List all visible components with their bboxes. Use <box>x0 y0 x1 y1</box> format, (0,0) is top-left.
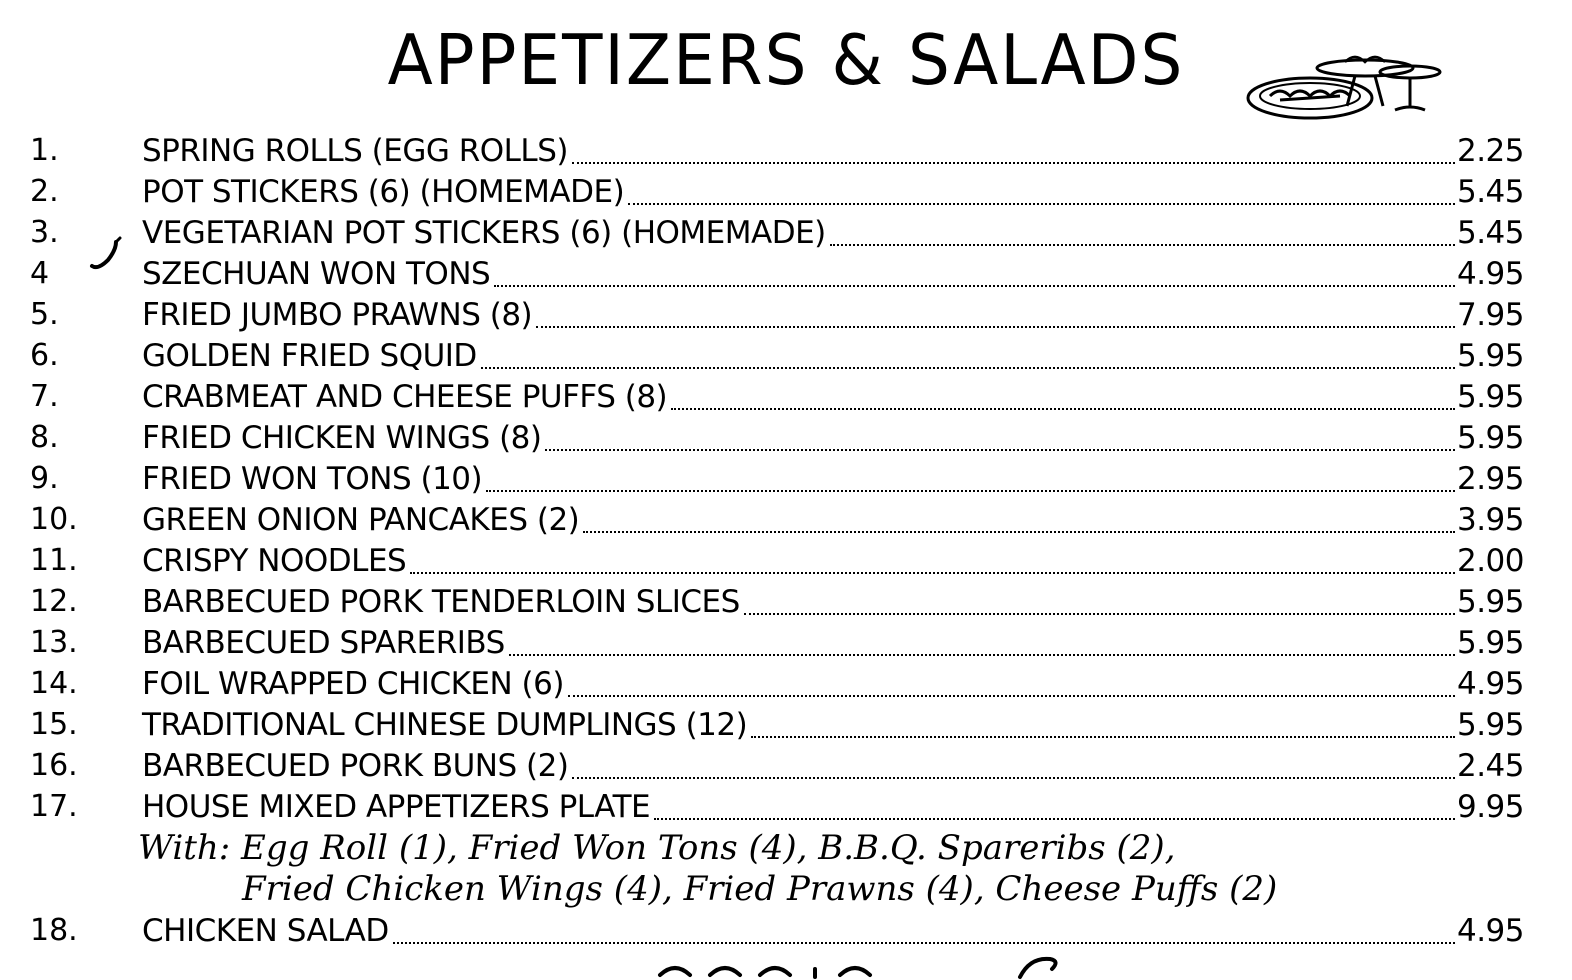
dot-leader <box>509 653 1455 656</box>
menu-item <box>0 171 1572 213</box>
item-number: 2. <box>30 174 59 209</box>
menu-item <box>0 745 1572 787</box>
item-price: 5.45 <box>1456 174 1524 210</box>
item-price: 2.25 <box>1456 133 1524 169</box>
item-number: 8. <box>30 420 59 455</box>
dot-leader <box>671 407 1455 410</box>
dot-leader <box>393 941 1455 944</box>
menu-item <box>0 704 1572 746</box>
item-price: 9.95 <box>1456 789 1524 825</box>
item-name: CHICKEN SALAD <box>142 913 389 949</box>
item-name: FRIED CHICKEN WINGS (8) <box>142 420 542 456</box>
menu-item <box>0 212 1572 254</box>
menu-item <box>0 130 1572 172</box>
item-price: 4.95 <box>1456 256 1524 292</box>
dot-leader <box>545 448 1454 451</box>
item-name: BARBECUED PORK TENDERLOIN SLICES <box>142 584 740 620</box>
menu-item <box>0 294 1572 336</box>
item-price: 4.95 <box>1456 913 1524 949</box>
item-name: CRABMEAT AND CHEESE PUFFS (8) <box>142 379 668 415</box>
item-price: 3.95 <box>1456 502 1524 538</box>
menu-item <box>0 540 1572 582</box>
menu-item <box>0 376 1572 418</box>
item-name: CRISPY NOODLES <box>142 543 407 579</box>
item-name: FRIED WON TONS (10) <box>142 461 483 497</box>
item-price: 5.95 <box>1456 420 1524 456</box>
menu-item <box>0 417 1572 459</box>
item-name: SPRING ROLLS (EGG ROLLS) <box>142 133 568 169</box>
dot-leader <box>486 489 1455 492</box>
item-number: 13. <box>30 625 78 660</box>
item-number: 7. <box>30 379 59 414</box>
item-number: 3. <box>30 215 59 250</box>
item-name: FRIED JUMBO PRAWNS (8) <box>142 297 533 333</box>
item-name: HOUSE MIXED APPETIZERS PLATE <box>142 789 651 825</box>
item-number: 4 <box>30 256 50 291</box>
item-price: 4.95 <box>1456 666 1524 702</box>
item-price: 2.45 <box>1456 748 1524 784</box>
dot-leader <box>410 571 1455 574</box>
item-name: GREEN ONION PANCAKES (2) <box>142 502 580 538</box>
dot-leader <box>654 817 1455 820</box>
item-name: GOLDEN FRIED SQUID <box>142 338 477 374</box>
item-price: 5.45 <box>1456 215 1524 251</box>
menu-item <box>0 622 1572 664</box>
dot-leader <box>568 694 1455 697</box>
page-title: APPETIZERS & SALADS <box>387 20 1185 101</box>
item-number: 17. <box>30 789 78 824</box>
item-price: 5.95 <box>1456 379 1524 415</box>
item-price: 5.95 <box>1456 707 1524 743</box>
item-number: 15. <box>30 707 78 742</box>
item-name: TRADITIONAL CHINESE DUMPLINGS (12) <box>142 707 748 743</box>
dot-leader <box>628 202 1455 205</box>
dot-leader <box>572 161 1455 164</box>
item-price: 2.00 <box>1456 543 1524 579</box>
item-number: 10. <box>30 502 78 537</box>
item-name: SZECHUAN WON TONS <box>142 256 491 292</box>
menu-item <box>0 910 1572 952</box>
dot-leader <box>583 530 1455 533</box>
dot-leader <box>572 776 1455 779</box>
item-number: 14. <box>30 666 78 701</box>
item-number: 6. <box>30 338 59 373</box>
menu-item <box>0 499 1572 541</box>
item-price: 7.95 <box>1456 297 1524 333</box>
item-name: BARBECUED PORK BUNS (2) <box>142 748 569 784</box>
item-number: 9. <box>30 461 59 496</box>
dot-leader <box>751 735 1455 738</box>
menu-item <box>0 253 1572 295</box>
item-number: 5. <box>30 297 59 332</box>
menu-item <box>0 335 1572 377</box>
dot-leader <box>494 284 1455 287</box>
cropped-heading-fragment <box>640 955 1100 980</box>
item-name: BARBECUED SPARERIBS <box>142 625 505 661</box>
platter-contents-line-1: With: Egg Roll (1), Fried Won Tons (4), B.B.Q. Spareribs (2), <box>138 828 1176 868</box>
item-number: 18. <box>30 913 78 948</box>
item-number: 16. <box>30 748 78 783</box>
item-number: 11. <box>30 543 78 578</box>
dot-leader <box>830 243 1455 246</box>
item-name: POT STICKERS (6) (HOMEMADE) <box>142 174 625 210</box>
dot-leader <box>536 325 1455 328</box>
item-price: 5.95 <box>1456 338 1524 374</box>
menu-item <box>0 663 1572 705</box>
dot-leader <box>481 366 1455 369</box>
item-price: 5.95 <box>1456 625 1524 661</box>
item-number: 12. <box>30 584 78 619</box>
menu-item <box>0 581 1572 623</box>
platter-contents-line-2: Fried Chicken Wings (4), Fried Prawns (4), Cheese Puffs (2) <box>242 869 1278 909</box>
item-price: 2.95 <box>1456 461 1524 497</box>
menu-item <box>0 458 1572 500</box>
dot-leader <box>744 612 1455 615</box>
item-name: FOIL WRAPPED CHICKEN (6) <box>142 666 564 702</box>
item-name: VEGETARIAN POT STICKERS (6) (HOMEMADE) <box>142 215 826 251</box>
item-number: 1. <box>30 133 59 168</box>
menu-item <box>0 786 1572 828</box>
item-price: 5.95 <box>1456 584 1524 620</box>
